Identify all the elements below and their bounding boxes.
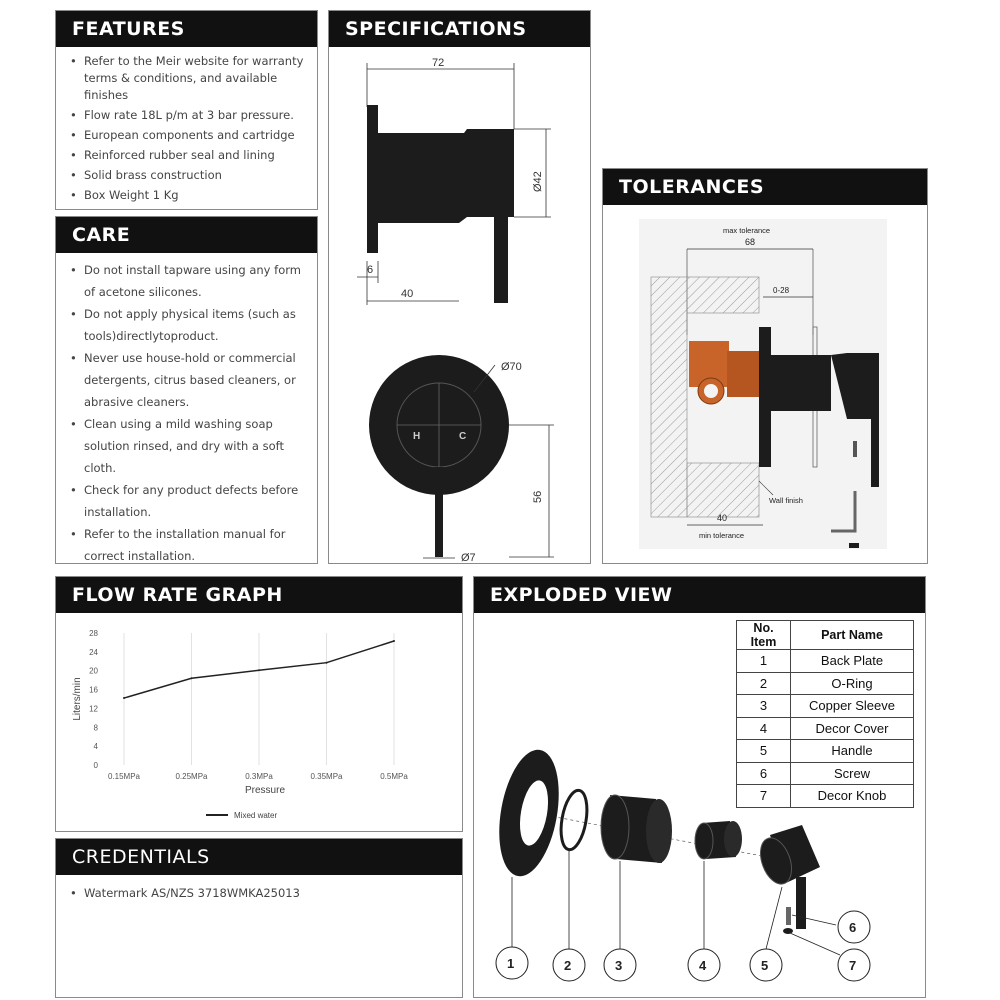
y-tick-label: 28 <box>89 629 98 638</box>
dim-plate-diameter-label: Ø70 <box>501 361 522 373</box>
credentials-list <box>56 875 462 902</box>
part-no: 7 <box>737 785 791 808</box>
x-tick-label: 0.3MPa <box>245 772 273 781</box>
tolerances-title: TOLERANCES <box>603 169 927 205</box>
wall-top <box>687 277 759 313</box>
dim-length-label: 72 <box>432 57 445 69</box>
y-tick-label: 8 <box>93 723 98 733</box>
y-axis-label: Liters/min <box>72 677 83 721</box>
exploded-view-title: EXPLODED VIEW <box>474 577 925 613</box>
feature-item: • Refer to the Meir website for warranty terms & conditions, and available finishes <box>70 53 309 104</box>
tolerance-plate <box>759 327 771 467</box>
specifications-panel <box>328 10 591 564</box>
specifications-drawing <box>329 47 590 563</box>
callout-text: 7 <box>849 958 857 973</box>
callout-3 <box>604 949 636 981</box>
legend-label: Mixed water <box>234 811 278 820</box>
max-tolerance-label: max tolerance <box>723 226 771 235</box>
care-item: • Refer to the installation manual for correct installation. <box>70 523 309 567</box>
back-plate-part <box>490 745 567 881</box>
tolerance-body <box>771 355 831 411</box>
decor-cover-part <box>695 821 742 859</box>
part-name: Decor Knob <box>791 785 914 808</box>
x-tick-label: 0.5MPa <box>380 772 408 781</box>
flow-rate-chart <box>56 613 462 831</box>
dim-handle-label: Ø7 <box>461 552 476 563</box>
callout-6 <box>838 911 870 943</box>
wall-left <box>651 277 687 517</box>
part-no: 3 <box>737 695 791 718</box>
parts-col-name: Part Name <box>791 621 914 650</box>
dim-depth-label: 40 <box>401 288 414 300</box>
feature-item: • Solid brass construction <box>70 167 309 184</box>
credential-item: • Watermark AS/NZS 3718WMKA25013 <box>70 885 454 902</box>
back-plate-shape <box>367 105 378 253</box>
x-axis-label: Pressure <box>244 785 286 796</box>
care-item: • Check for any product defects before installation. <box>70 479 309 523</box>
feature-item: • European components and cartridge <box>70 127 309 144</box>
y-tick-label: 24 <box>89 647 98 657</box>
o-ring-part <box>557 788 591 851</box>
front-handle-shape <box>435 467 443 557</box>
specifications-title: SPECIFICATIONS <box>329 11 590 47</box>
care-item: • Clean using a mild washing soap solution rinsed, and dry with a soft cloth. <box>70 413 309 479</box>
part-no: 2 <box>737 672 791 695</box>
features-list <box>56 47 317 204</box>
data-point <box>258 669 260 671</box>
min-tolerance-label: min tolerance <box>699 531 745 540</box>
cold-label: C <box>459 431 467 442</box>
care-list <box>56 253 317 567</box>
tolerances-drawing <box>603 205 927 563</box>
care-item: • Do not install tapware using any form of acetone silicones. <box>70 259 309 303</box>
y-tick-label: 0 <box>93 761 98 770</box>
max-tolerance-value: 68 <box>745 237 756 247</box>
y-tick-label: 12 <box>89 704 98 714</box>
part-no: 4 <box>737 717 791 740</box>
care-item: • Never use house-hold or commercial detergents, citrus based cleaners, or abrasive cleaners. <box>70 347 309 413</box>
dim-diameter-label: Ø42 <box>532 171 544 192</box>
handle-shape <box>494 217 508 303</box>
callout-2 <box>553 949 585 981</box>
feature-item: • Flow rate 18L p/m at 3 bar pressure. <box>70 107 309 124</box>
callout-text: 1 <box>507 956 515 971</box>
screw-part <box>786 907 791 925</box>
care-panel <box>55 216 318 564</box>
part-no: 1 <box>737 650 791 673</box>
data-point <box>123 697 125 699</box>
parts-col-item: No. Item <box>737 621 791 650</box>
y-tick-label: 16 <box>89 685 98 695</box>
part-name: Copper Sleeve <box>791 695 914 718</box>
part-name: Decor Cover <box>791 717 914 740</box>
x-tick-label: 0.35MPa <box>310 772 343 781</box>
exploded-drawing <box>474 577 925 997</box>
features-panel <box>55 10 318 210</box>
dim-height-label: 56 <box>532 490 544 503</box>
dim-plate-label: 6 <box>367 264 374 276</box>
min-tolerance-value: 40 <box>717 513 728 523</box>
callout-text: 5 <box>761 958 769 973</box>
sleeve-part <box>601 795 672 863</box>
y-tick-label: 4 <box>93 742 98 752</box>
wall-finish-label: Wall finish <box>769 496 803 505</box>
tolerances-panel <box>602 168 928 564</box>
x-tick-label: 0.25MPa <box>175 772 208 781</box>
part-no: 5 <box>737 740 791 763</box>
front-view <box>369 355 554 563</box>
part-name: O-Ring <box>791 672 914 695</box>
tolerance-handle <box>871 419 879 487</box>
exploded-view-panel <box>473 576 926 998</box>
part-name: Back Plate <box>791 650 914 673</box>
data-point <box>191 677 193 679</box>
data-point <box>393 640 395 642</box>
callout-text: 2 <box>564 958 572 973</box>
flow-graph-panel <box>55 576 463 832</box>
flow-graph-title: FLOW RATE GRAPH <box>56 577 462 613</box>
y-tick-label: 20 <box>89 666 98 676</box>
callout-1 <box>496 947 528 979</box>
side-view <box>357 57 551 305</box>
callout-7 <box>838 949 870 981</box>
callout-text: 3 <box>615 958 623 973</box>
care-item: • Do not apply physical items (such as tools)directlytoproduct. <box>70 303 309 347</box>
body-shape <box>378 129 514 223</box>
hot-label: H <box>413 431 421 442</box>
part-name: Handle <box>791 740 914 763</box>
data-point <box>326 662 328 664</box>
wall-bottom <box>687 463 759 517</box>
callout-4 <box>688 949 720 981</box>
credentials-title: CREDENTIALS <box>56 839 462 875</box>
callout-5 <box>750 949 782 981</box>
part-no: 6 <box>737 762 791 785</box>
range-label: 0-28 <box>773 286 790 295</box>
x-tick-label: 0.15MPa <box>107 772 141 781</box>
feature-item: • Reinforced rubber seal and lining <box>70 147 309 164</box>
care-title: CARE <box>56 217 317 253</box>
knob-part <box>783 928 793 934</box>
part-name: Screw <box>791 762 914 785</box>
callout-text: 4 <box>699 958 707 973</box>
feature-item: • Box Weight 1 Kg <box>70 187 309 204</box>
callout-text: 6 <box>849 920 857 935</box>
credentials-panel <box>55 838 463 998</box>
features-title: FEATURES <box>56 11 317 47</box>
